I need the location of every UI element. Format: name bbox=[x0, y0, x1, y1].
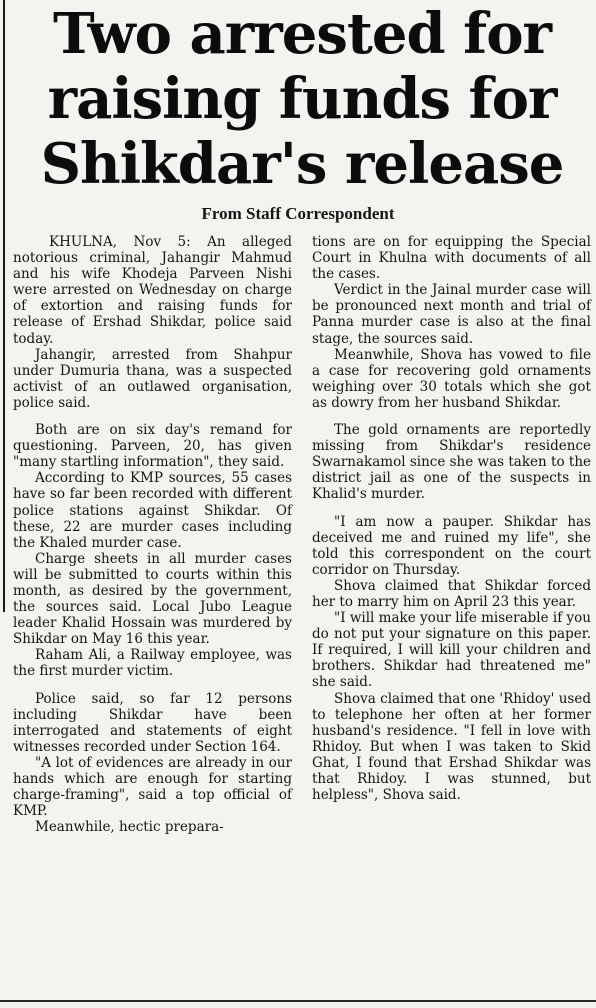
bottom-rule bbox=[0, 1000, 596, 1002]
paragraph: The gold ornaments are reportedly missing from Shikdar's residence Swarnakamol since she was taken to the district jail as one of the suspects in Khalid's murder. bbox=[312, 422, 591, 503]
byline: From Staff Correspondent bbox=[201, 204, 395, 223]
paragraph: Charge sheets in all murder cases will be submitted to courts within this month, as desired by the government, the sources said. Local Jubo League leader Khalid Hossain was murdered by Shikdar on May 16 this year. bbox=[13, 550, 292, 648]
paragraph: According to KMP sources, 55 cases have so far been recorded with different police stations against Shikdar. Of these, 22 are murder cases including the Khaled murder case. bbox=[13, 470, 292, 551]
paragraph: Police said, so far 12 persons including Shikdar have been interrogated and statements of eight witnesses recorded under Section 164. bbox=[13, 690, 292, 755]
article-column-left bbox=[13, 234, 292, 835]
paragraph: tions are on for equipping the Special Court in Khulna with documents of all the cases. bbox=[312, 234, 591, 283]
headline: Two arrested for raising funds for Shikdar's release bbox=[40, 1, 564, 197]
article-column-right bbox=[312, 234, 591, 803]
paragraph: Shova claimed that Shikdar forced her to marry him on April 23 this year. bbox=[312, 577, 591, 610]
paragraph: "I will make your life miserable if you do not put your signature on this paper. If required, I will kill your children and brothers. Shikdar had threatened me" she said. bbox=[312, 610, 591, 691]
column-rule-left bbox=[3, 0, 5, 612]
paragraph: Meanwhile, hectic prepara- bbox=[35, 819, 224, 836]
paragraph: Both are on six day's remand for questioning. Parveen, 20, has given "many startling information", they said. bbox=[13, 422, 292, 471]
paragraph: Shova claimed that one 'Rhidoy' used to telephone her often at her former husband's residence. "I fell in love with Rhidoy. But when I was taken to Skid Ghat, I found that Ershad Shikdar was that Rhidoy. I was stunned, but helpless", Shova said. bbox=[312, 690, 591, 804]
paragraph: Jahangir, arrested from Shahpur under Dumuria thana, was a suspected activist of an outlawed organisation, police said. bbox=[13, 346, 292, 411]
paragraph: Meanwhile, Shova has vowed to file a case for recovering gold ornaments weighing over 30 totals which she got as dowry from her husband Shikdar. bbox=[312, 346, 591, 411]
paragraph: "I am now a pauper. Shikdar has deceived me and ruined my life", she told this correspondent on the court corridor on Thursday. bbox=[312, 513, 591, 578]
paragraph: KHULNA, Nov 5: An alleged notorious criminal, Jahangir Mahmud and his wife Khodeja Parveen Nishi were arrested on Wednesday on charge of extortion and raising funds for release of Ershad Shikdar, police said today. bbox=[13, 234, 292, 347]
paragraph: Verdict in the Jainal murder case will be pronounced next month and trial of Panna murder case is also at the final stage, the sources said. bbox=[312, 282, 591, 347]
paragraph: "A lot of evidences are already in our hands which are enough for starting charge-framing", said a top official of KMP. bbox=[13, 754, 292, 820]
paragraph: Raham Ali, a Railway employee, was the first murder victim. bbox=[13, 647, 292, 680]
